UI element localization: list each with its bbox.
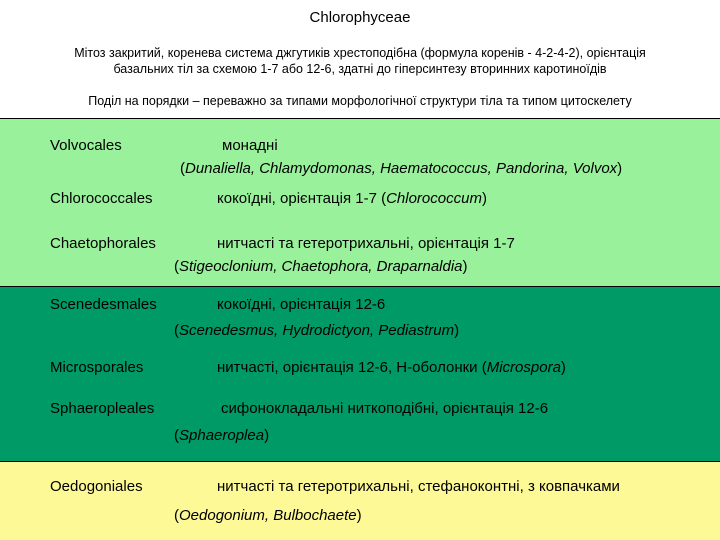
intro-line-1: Мітоз закритий, коренева система джгутиків хрестоподібна (формула коренів - 4-2-4-2), орієнтація: [74, 46, 646, 60]
genera-list: Scenedesmus, Hydrodictyon, Pediastrum: [179, 322, 455, 339]
order-description: монадні: [222, 137, 278, 154]
order-genera: [174, 427, 269, 445]
band-yellow: [0, 461, 720, 540]
intro-text: [30, 45, 690, 77]
genera-close-paren: ): [462, 258, 468, 275]
order-name: Sphaeropleales: [50, 400, 155, 417]
order-name: Scenedesmales: [50, 296, 157, 313]
order-name: Chlorococcales: [50, 190, 153, 207]
order-genera: [174, 258, 468, 276]
order-description: нитчасті та гетеротрихальні, стефаноконтні, з ковпачками: [217, 478, 620, 495]
genera-list: Stigeoclonium, Chaetophora, Draparnaldia: [179, 258, 463, 275]
order-name: Oedogoniales: [50, 478, 143, 495]
description-text: кокоїдні, орієнтація 1-7 (: [217, 190, 387, 207]
genera-close-paren: ): [560, 359, 566, 376]
page-title: Chlorophyceae: [309, 9, 411, 26]
order-description: нитчасті та гетеротрихальні, орієнтація 1-7: [217, 235, 515, 252]
genera-list: Chlorococcum: [386, 190, 482, 207]
genera-close-paren: ): [264, 427, 270, 444]
order-description: сифонокладальні ниткоподібні, орієнтація 12-6: [221, 400, 549, 417]
order-description: кокоїдні, орієнтація 12-6: [217, 296, 386, 313]
order-name: Volvocales: [50, 137, 122, 154]
order-genera: [174, 507, 362, 525]
genera-close-paren: ): [481, 190, 487, 207]
order-genera: [174, 322, 459, 340]
genera-list: Microspora: [486, 359, 561, 376]
genera-open-paren: (: [174, 507, 179, 524]
order-description: [217, 359, 566, 377]
order-genera: [180, 160, 622, 178]
genera-open-paren: (: [180, 160, 185, 177]
genera-close-paren: ): [454, 322, 460, 339]
genera-close-paren: ): [356, 507, 362, 524]
description-text: нитчасті, орієнтація 12-6, Н-оболонки (: [217, 359, 487, 376]
genera-open-paren: (: [174, 427, 179, 444]
genera-open-paren: (: [174, 258, 179, 275]
order-name: Microsporales: [50, 359, 144, 376]
intro-line-2: базальних тіл за схемою 1-7 або 12-6, здатні до гіперсинтезу вторинних каротиноїдів: [113, 62, 607, 76]
genera-list: Dunaliella, Chlamydomonas, Haematococcus, Pandorina, Volvox: [185, 160, 618, 177]
genera-list: Oedogonium, Bulbochaete: [179, 507, 357, 524]
order-name: Chaetophorales: [50, 235, 156, 252]
order-description: [217, 190, 487, 208]
genera-close-paren: ): [617, 160, 623, 177]
subheading: Поділ на порядки – переважно за типами морфологічної структури тіла та типом цитоскелету: [88, 94, 632, 108]
genera-list: Sphaeroplea: [179, 427, 265, 444]
genera-open-paren: (: [174, 322, 179, 339]
